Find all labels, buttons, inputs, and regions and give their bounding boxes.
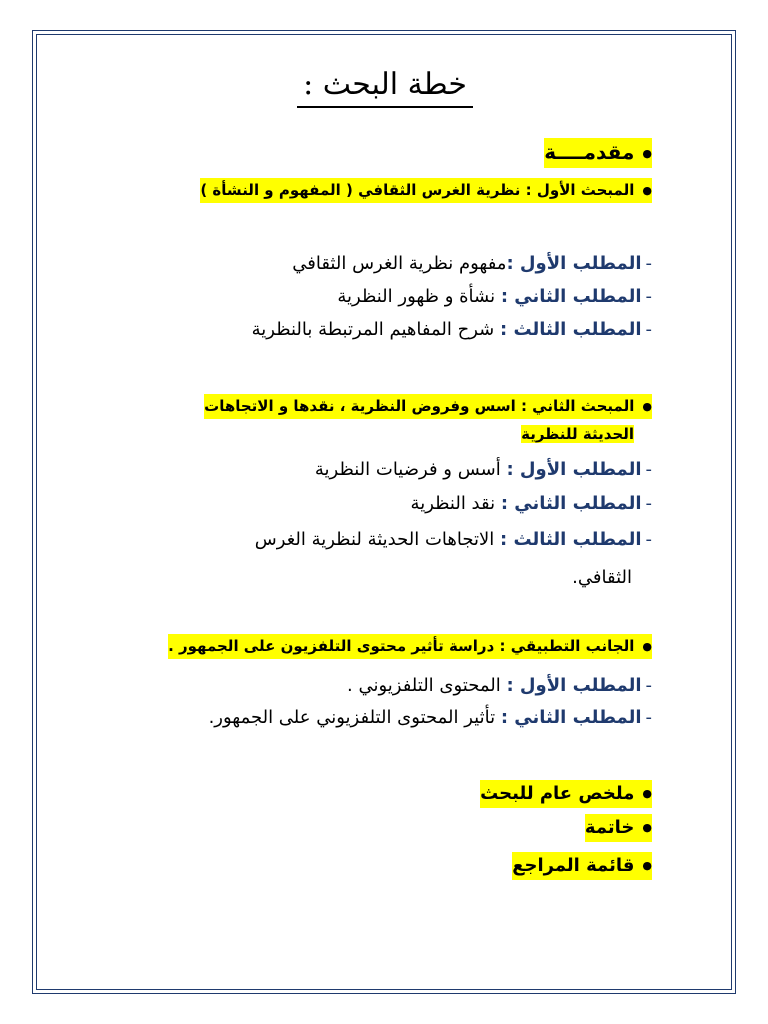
item-text: شرح المفاهيم المرتبطة بالنظرية: [251, 319, 500, 340]
section1-item-2: [337, 283, 652, 311]
section3-item-2: [209, 704, 652, 732]
conclusion-line: [585, 814, 652, 842]
section1-heading-line: [200, 178, 652, 203]
item-text: الاتجاهات الحديثة لنظرية الغرس: [254, 529, 500, 550]
section2-item-3-cont: [572, 564, 632, 592]
section2-item-3: [255, 526, 652, 554]
section2-item-1: [315, 456, 652, 484]
item-dash: -: [645, 286, 652, 307]
item-dash: -: [645, 707, 652, 728]
references-line: [512, 852, 652, 880]
item-text: نقد النظرية: [410, 493, 501, 514]
section1-heading: ● المبحث الأول : نظرية الغرس الثقافي ( المفهوم و النشأة ): [200, 178, 652, 203]
item-dash: -: [645, 529, 652, 550]
section3-item-1: [347, 672, 652, 700]
item-dash: -: [645, 319, 652, 340]
section2-item-2: [411, 490, 652, 518]
item-text: مفهوم نظرية الغرس الثقافي: [292, 253, 507, 274]
conclusion-heading: ● خاتمة: [585, 814, 652, 842]
item-dash: -: [645, 493, 652, 514]
section2-heading-cont: الحديثة للنظرية: [521, 425, 634, 443]
intro-line: [544, 138, 652, 168]
section1-item-1: [292, 250, 652, 278]
section2-heading: ● المبحث الثاني : اسس وفروض النظرية ، نقدها و الاتجاهات: [204, 394, 652, 419]
section2-heading-cont-line: [521, 422, 652, 446]
item-label: المطلب الثالث :: [499, 529, 642, 550]
item-dash: -: [645, 675, 652, 696]
summary-line: [480, 780, 652, 808]
item-dash: -: [645, 253, 652, 274]
item-label: المطلب الثاني :: [500, 286, 642, 307]
item-text: تأثير المحتوى التلفزيوني على الجمهور.: [208, 707, 501, 728]
item-dash: -: [645, 459, 652, 480]
section3-heading-line: [168, 634, 652, 659]
intro-heading: ● مقدمــــة: [544, 138, 652, 168]
item-label: المطلب الأول :: [506, 253, 642, 274]
title-block: [280, 66, 490, 110]
section1-item-3: [252, 316, 652, 344]
summary-heading: ● ملخص عام للبحث: [480, 780, 652, 808]
item-text: أسس و فرضيات النظرية: [314, 459, 507, 480]
item-label: المطلب الثالث :: [499, 319, 642, 340]
item-label: المطلب الأول :: [506, 675, 642, 696]
item-text: المحتوى التلفزيوني .: [347, 675, 507, 696]
item-text: نشأة و ظهور النظرية: [337, 286, 501, 307]
page-title: خطة البحث :: [297, 66, 473, 108]
references-heading: ● قائمة المراجع: [512, 852, 652, 880]
section2-heading-line: [204, 394, 652, 419]
section3-heading: ● الجانب التطبيقي : دراسة تأثير محتوى التلفزيون على الجمهور .: [168, 634, 652, 659]
item-label: المطلب الأول :: [506, 459, 642, 480]
item-label: المطلب الثاني :: [500, 493, 642, 514]
item-label: المطلب الثاني :: [500, 707, 642, 728]
item-text-cont: الثقافي.: [572, 567, 632, 588]
